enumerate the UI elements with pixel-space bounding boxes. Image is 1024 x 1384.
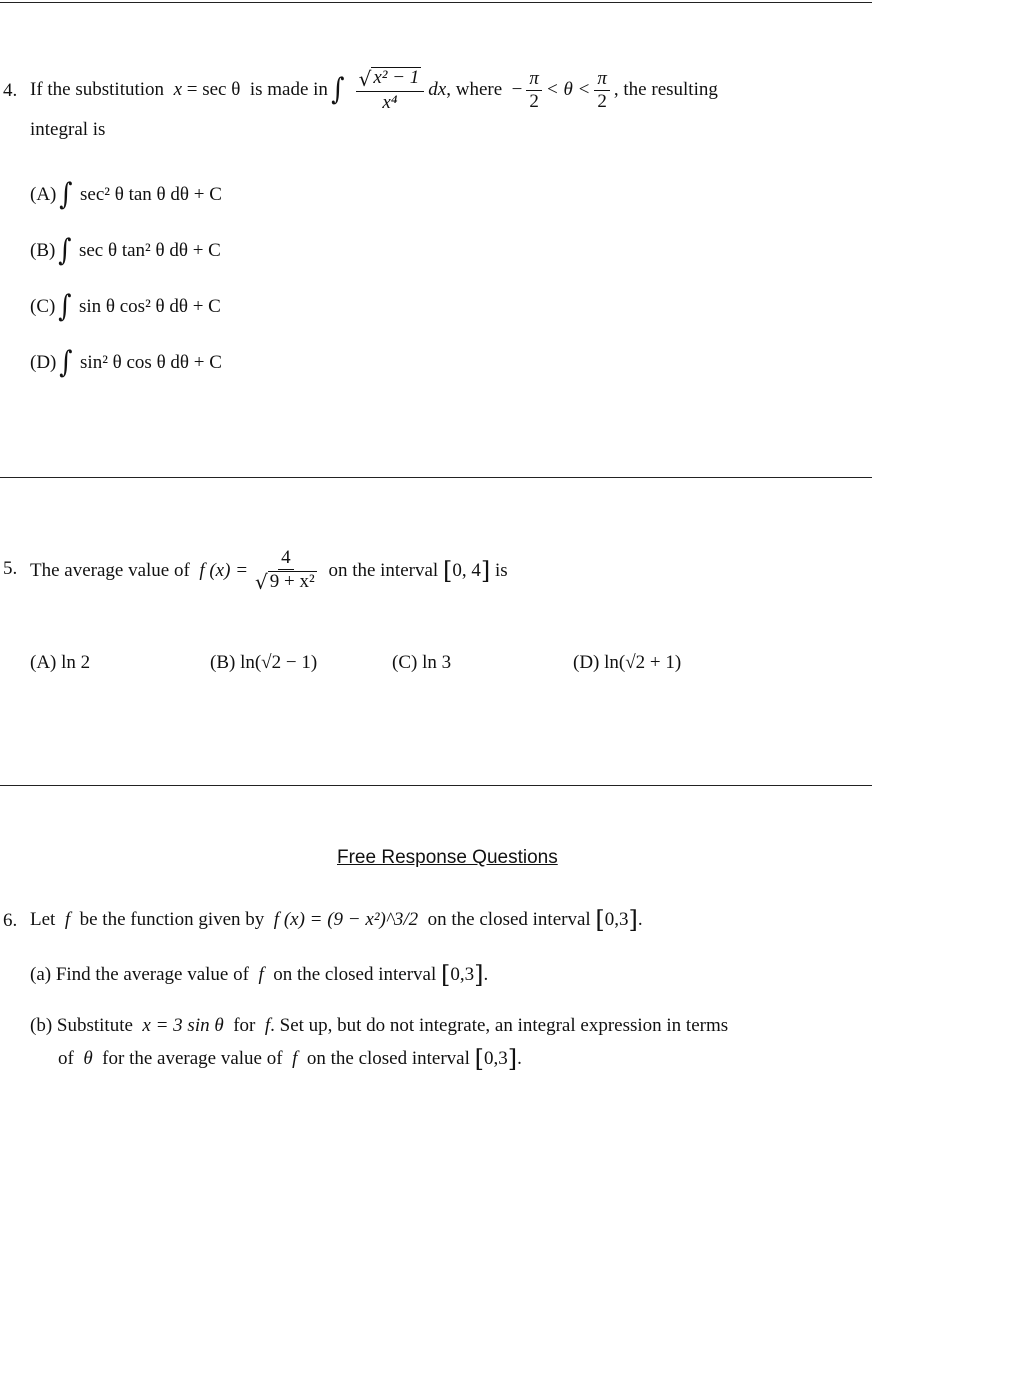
q5-stem <box>30 542 508 600</box>
left-bracket-icon: [ <box>441 961 451 989</box>
option-text: ln 3 <box>422 652 452 673</box>
q6-period: . <box>637 909 643 930</box>
option-text: sec² θ tan θ dθ + C <box>80 184 222 205</box>
right-bracket-icon: ] <box>628 906 638 934</box>
q6-stem-b: be the function given by <box>79 909 265 930</box>
q6-part-b-f2: f <box>292 1048 298 1069</box>
q6-part-a <box>30 961 488 989</box>
q4-dx: dx <box>428 79 447 100</box>
option-text: ln 2 <box>61 652 91 673</box>
q4-stem-e: integral is <box>30 119 106 140</box>
q6-part-b-d: of <box>58 1048 74 1069</box>
q6-f: f <box>64 909 71 930</box>
q6-part-b-c: . Set up, but do not integrate, an integral expression in terms <box>270 1015 729 1036</box>
sqrt-icon: √ 9 + x² <box>255 570 315 595</box>
q5-number: 5. <box>3 558 18 579</box>
option-letter: (B) <box>30 240 56 261</box>
q4-pi-left: π <box>526 69 542 91</box>
q4-sub-rhs: = sec θ <box>186 79 241 100</box>
q6-part-b-sub: x = 3 sin θ <box>142 1015 224 1036</box>
q6-part-b-period: . <box>517 1048 522 1069</box>
left-bracket-icon: [ <box>442 557 453 585</box>
q6-part-b-line1 <box>30 1015 728 1037</box>
q6-part-b-line2 <box>58 1045 522 1073</box>
q6-part-a-period: . <box>483 964 489 985</box>
q6-part-b-f-text: on the closed interval <box>306 1048 470 1069</box>
q6-part-a-a: (a) Find the average value of <box>30 964 249 985</box>
right-bracket-icon: ] <box>480 557 491 585</box>
q4-integrand-den: x⁴ <box>382 92 398 114</box>
q4-stem-c: , where <box>446 79 503 100</box>
section-title: Free Response Questions <box>337 847 558 868</box>
q5-option-c[interactable] <box>392 652 451 674</box>
q6-number: 6. <box>3 910 18 931</box>
q6-stem-a: Let <box>30 909 56 930</box>
q6-part-a-interval: 0,3 <box>450 964 475 985</box>
q6-part-b-f: f <box>264 1015 271 1036</box>
top-divider <box>0 2 872 3</box>
q5-stem-a: The average value of <box>30 560 190 581</box>
q6-part-a-f: f <box>258 964 264 985</box>
q5-option-d[interactable] <box>573 652 681 674</box>
q4-range-mid: < θ < <box>545 79 591 100</box>
q6-part-b-interval: 0,3 <box>484 1048 508 1069</box>
q5-fx: f (x) = <box>199 560 249 581</box>
q6-stem <box>30 906 643 934</box>
q4-stem-a: If the substitution <box>30 79 165 100</box>
q4-range-left: − <box>511 79 523 100</box>
q4-two-right: 2 <box>597 90 607 112</box>
q6-stem-c: on the closed interval <box>427 909 591 930</box>
option-letter: (B) <box>210 652 236 673</box>
q5-num: 4 <box>278 548 294 570</box>
q4-frac-left <box>526 69 542 112</box>
q5-option-b[interactable] <box>210 652 317 674</box>
q4-sub-lhs: x <box>173 79 182 100</box>
q6-part-b-a: (b) Substitute <box>30 1015 133 1036</box>
option-text: sin θ cos² θ dθ + C <box>78 296 221 317</box>
q4-stem-d: , the resulting <box>613 79 718 100</box>
sqrt-icon: √ x² − 1 <box>358 66 420 91</box>
q5-interval: 0, 4 <box>452 560 481 581</box>
q5-fraction <box>252 548 320 595</box>
q4-pi-right: π <box>594 69 610 91</box>
option-letter: (A) <box>30 652 57 673</box>
q4-frac-right <box>594 69 610 112</box>
integral-sign-icon: ∫ <box>58 289 72 324</box>
integral-sign-icon: ∫ <box>58 233 72 268</box>
integral-sign-icon: ∫ <box>59 177 73 212</box>
q5-den: 9 + x² <box>269 570 315 592</box>
q4-stem-b: is made in <box>249 79 328 100</box>
q4-option-d[interactable] <box>30 345 222 380</box>
right-bracket-icon: ] <box>474 961 484 989</box>
integral-sign-icon: ∫ <box>59 345 73 380</box>
integral-sign-icon: ∫ <box>331 72 345 107</box>
option-letter: (C) <box>392 652 418 673</box>
left-bracket-icon: [ <box>474 1045 485 1073</box>
q4-integrand-num: x² − 1 <box>373 66 420 88</box>
divider-q5-frq <box>0 785 872 786</box>
q6-part-b-theta: θ <box>83 1048 93 1069</box>
q4-two-left: 2 <box>529 90 539 112</box>
q6-part-b-e: for the average value of <box>102 1048 283 1069</box>
option-letter: (C) <box>30 296 56 317</box>
divider-q4-q5 <box>0 477 872 478</box>
q6-part-b-b: for <box>233 1015 256 1036</box>
q4-option-b[interactable] <box>30 233 221 268</box>
option-letter: (D) <box>30 352 57 373</box>
q5-option-a[interactable] <box>30 652 90 674</box>
q4-number: 4. <box>3 80 18 101</box>
option-text: sec θ tan² θ dθ + C <box>78 240 221 261</box>
option-text: ln(√2 − 1) <box>240 652 318 673</box>
q6-def: f (x) = (9 − x²)^3/2 <box>273 909 419 930</box>
q5-stem-c: is <box>494 560 508 581</box>
q4-stem <box>30 62 718 118</box>
q5-stem-b: on the interval <box>328 560 439 581</box>
option-text: ln(√2 + 1) <box>604 652 682 673</box>
option-text: sin² θ cos θ dθ + C <box>80 352 222 373</box>
option-letter: (A) <box>30 184 57 205</box>
q4-option-a[interactable] <box>30 177 222 212</box>
q4-option-c[interactable] <box>30 289 221 324</box>
right-bracket-icon: ] <box>507 1045 518 1073</box>
q4-integrand <box>356 67 425 114</box>
q6-interval: 0,3 <box>604 909 629 930</box>
option-letter: (D) <box>573 652 600 673</box>
q6-part-a-b: on the closed interval <box>273 964 437 985</box>
left-bracket-icon: [ <box>595 906 605 934</box>
